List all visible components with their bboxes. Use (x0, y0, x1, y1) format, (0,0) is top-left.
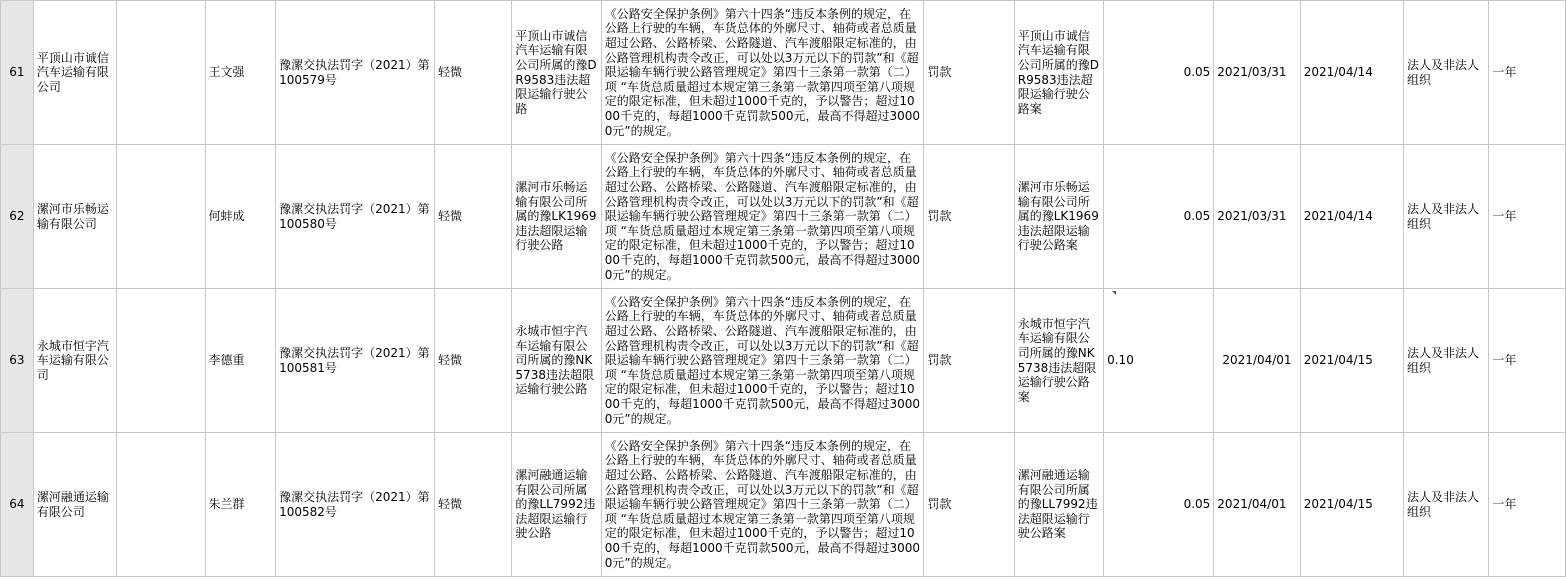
cell-violation[interactable]: 永城市恒宇汽车运输有限公司所属的豫NK5738违法超限运输行驶公路 (512, 289, 601, 433)
cell-legal-basis[interactable]: 《公路安全保护条例》第六十四条“违反本条例的规定，在公路上行驶的车辆，车货总体的外廓尺寸、轴荷或者总质量超过公路、公路桥梁、公路隧道、汽车渡船限定标准的，由公路管理机构责令改正，可以处以3万元以下的罚款”和《超限运输车辆行驶公路管理规定》第四十三条第一款第（二）项 “车货总质量超过本规定第三条第一款第四项至第八项规定的限定标准，但未超过1000千克的，予以警告；超过1000千克的，每超1000千克罚款500元，最高不得超过30000元”的规定。 (601, 289, 924, 433)
cell-penalty-content[interactable]: 平顶山市诚信汽车运输有限公司所属的豫DR9583违法超限运输行驶公路案 (1014, 1, 1103, 145)
cell-decision-date[interactable]: 2021/04/01 (1214, 433, 1300, 577)
cell-company[interactable]: 平顶山市诚信汽车运输有限公司 (33, 1, 116, 145)
table-row[interactable] (1, 145, 1566, 289)
cell-legal-basis[interactable]: 《公路安全保护条例》第六十四条“违反本条例的规定，在公路上行驶的车辆，车货总体的外廓尺寸、轴荷或者总质量超过公路、公路桥梁、公路隧道、汽车渡船限定标准的，由公路管理机构责令改正，可以处以3万元以下的罚款”和《超限运输车辆行驶公路管理规定》第四十三条第一款第（二）项 “车货总质量超过本规定第三条第一款第四项至第八项规定的限定标准，但未超过1000千克的，予以警告；超过1000千克的，每超1000千克罚款500元，最高不得超过30000元”的规定。 (601, 433, 924, 577)
cell-decision-date[interactable]: 2021/03/31 (1214, 1, 1300, 145)
cell-document-number[interactable]: 豫漯交执法罚字（2021）第100580号 (276, 145, 435, 289)
row-header[interactable]: 64 (1, 433, 34, 577)
cell-empty[interactable] (117, 289, 205, 433)
cell-amount[interactable]: 0.05 (1104, 1, 1214, 145)
cell-publicity-date[interactable]: 2021/04/15 (1300, 433, 1403, 577)
cell-decision-date[interactable]: 2021/04/01 (1214, 289, 1300, 433)
table-row[interactable] (1, 433, 1566, 577)
cell-empty[interactable] (117, 433, 205, 577)
cell-period[interactable]: 一年 (1489, 433, 1566, 577)
cell-legal-person[interactable]: 李德重 (205, 289, 276, 433)
cell-company[interactable]: 漯河融通运输有限公司 (33, 433, 116, 577)
cell-subject-type[interactable]: 法人及非法人组织 (1403, 1, 1488, 145)
cell-publicity-date[interactable]: 2021/04/14 (1300, 1, 1403, 145)
cell-document-number[interactable]: 豫漯交执法罚字（2021）第100579号 (276, 1, 435, 145)
cell-penalty-content[interactable]: 漯河市乐畅运输有限公司所属的豫LK1969违法超限运输行驶公路案 (1014, 145, 1103, 289)
cell-penalty-content[interactable]: 永城市恒宇汽车运输有限公司所属的豫NK5738违法超限运输行驶公路案 (1014, 289, 1103, 433)
cell-subject-type[interactable]: 法人及非法人组织 (1403, 433, 1488, 577)
cell-penalty-type[interactable]: 罚款 (924, 145, 1014, 289)
cell-publicity-date[interactable]: 2021/04/14 (1300, 145, 1403, 289)
cell-penalty-type[interactable]: 罚款 (924, 289, 1014, 433)
cell-penalty-content[interactable]: 漯河融通运输有限公司所属的豫LL7992违法超限运输行驶公路案 (1014, 433, 1103, 577)
cell-violation[interactable]: 漯河融通运输有限公司所属的豫LL7992违法超限运输行驶公路 (512, 433, 601, 577)
cell-amount[interactable]: 0.10 (1104, 289, 1214, 433)
cell-severity[interactable]: 轻微 (434, 433, 511, 577)
cell-severity[interactable]: 轻微 (434, 289, 511, 433)
cell-amount[interactable]: 0.05 (1104, 433, 1214, 577)
cell-penalty-type[interactable]: 罚款 (924, 433, 1014, 577)
cell-violation[interactable]: 漯河市乐畅运输有限公司所属的豫LK1969违法超限运输行驶公路 (512, 145, 601, 289)
cell-severity[interactable]: 轻微 (434, 1, 511, 145)
cell-empty[interactable] (117, 145, 205, 289)
cell-subject-type[interactable]: 法人及非法人组织 (1403, 289, 1488, 433)
cell-penalty-type[interactable]: 罚款 (924, 1, 1014, 145)
cell-subject-type[interactable]: 法人及非法人组织 (1403, 145, 1488, 289)
cell-document-number[interactable]: 豫漯交执法罚字（2021）第100582号 (276, 433, 435, 577)
cell-severity[interactable]: 轻微 (434, 145, 511, 289)
cell-legal-person[interactable]: 王文强 (205, 1, 276, 145)
cell-legal-basis[interactable]: 《公路安全保护条例》第六十四条“违反本条例的规定，在公路上行驶的车辆，车货总体的外廓尺寸、轴荷或者总质量超过公路、公路桥梁、公路隧道、汽车渡船限定标准的，由公路管理机构责令改正，可以处以3万元以下的罚款”和《超限运输车辆行驶公路管理规定》第四十三条第一款第（二）项 “车货总质量超过本规定第三条第一款第四项至第八项规定的限定标准，但未超过1000千克的，予以警告；超过1000千克的，每超1000千克罚款500元，最高不得超过30000元”的规定。 (601, 1, 924, 145)
cell-legal-person[interactable]: 朱兰群 (205, 433, 276, 577)
cell-company[interactable]: 漯河市乐畅运输有限公司 (33, 145, 116, 289)
cell-period[interactable]: 一年 (1489, 145, 1566, 289)
cell-comment-marker (1112, 291, 1116, 295)
row-header[interactable]: 61 (1, 1, 34, 145)
cell-legal-basis[interactable]: 《公路安全保护条例》第六十四条“违反本条例的规定，在公路上行驶的车辆，车货总体的外廓尺寸、轴荷或者总质量超过公路、公路桥梁、公路隧道、汽车渡船限定标准的，由公路管理机构责令改正，可以处以3万元以下的罚款”和《超限运输车辆行驶公路管理规定》第四十三条第一款第（二）项 “车货总质量超过本规定第三条第一款第四项至第八项规定的限定标准，但未超过1000千克的，予以警告；超过1000千克的，每超1000千克罚款500元，最高不得超过30000元”的规定。 (601, 145, 924, 289)
cell-empty[interactable] (117, 1, 205, 145)
table-row[interactable] (1, 1, 1566, 145)
cell-publicity-date[interactable]: 2021/04/15 (1300, 289, 1403, 433)
cell-period[interactable]: 一年 (1489, 1, 1566, 145)
table-row[interactable] (1, 289, 1566, 433)
cell-document-number[interactable]: 豫漯交执法罚字（2021）第100581号 (276, 289, 435, 433)
row-header[interactable]: 63 (1, 289, 34, 433)
cell-period[interactable]: 一年 (1489, 289, 1566, 433)
cell-decision-date[interactable]: 2021/03/31 (1214, 145, 1300, 289)
cell-amount[interactable]: 0.05 (1104, 145, 1214, 289)
cell-company[interactable]: 永城市恒宇汽车运输有限公司 (33, 289, 116, 433)
cell-legal-person[interactable]: 何蚌成 (205, 145, 276, 289)
cell-violation[interactable]: 平顶山市诚信汽车运输有限公司所属的豫DR9583违法超限运输行驶公路 (512, 1, 601, 145)
row-header[interactable]: 62 (1, 145, 34, 289)
